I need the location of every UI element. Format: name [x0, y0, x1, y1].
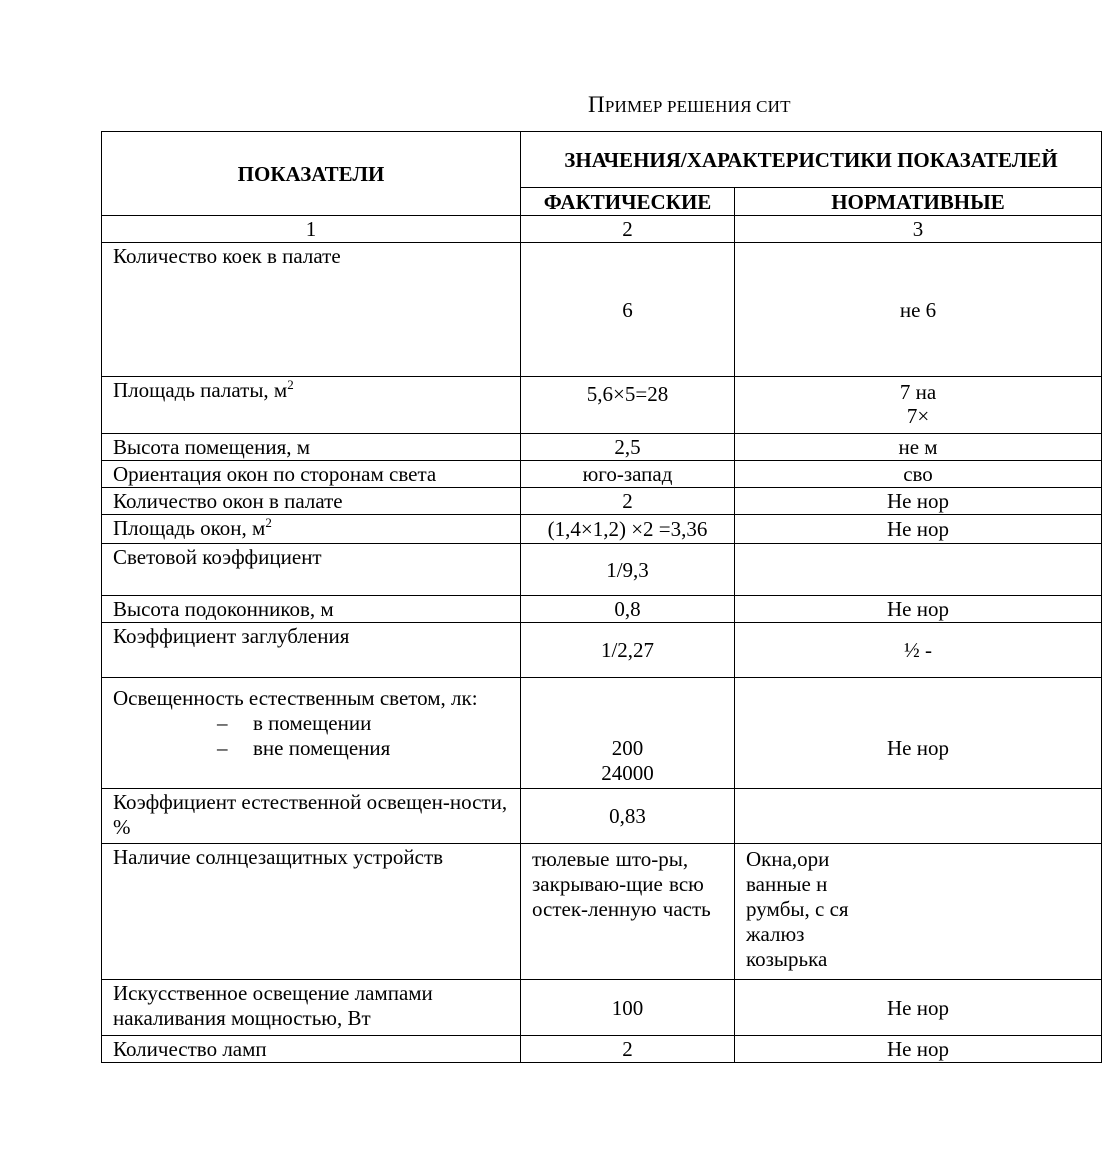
- row-label: Количество ламп: [102, 1036, 521, 1063]
- row-actual: [521, 678, 735, 789]
- row-norm: Не нор: [735, 678, 1102, 789]
- row-actual: 5,6×5=28: [521, 377, 735, 434]
- row-label-superscript: 2: [287, 377, 294, 392]
- row-norm-line: 7 на: [899, 380, 937, 404]
- table-row: [102, 678, 1102, 789]
- table-row: [102, 488, 1102, 515]
- table-row: [102, 544, 1102, 596]
- row-actual: тюлевые што-ры, закрываю-щие всю остек-ленную часть: [521, 844, 735, 980]
- title-rest: РИМЕР РЕШЕНИЯ СИТ: [604, 97, 791, 116]
- header-actual: ФАКТИЧЕСКИЕ: [521, 188, 735, 216]
- table-row: [102, 461, 1102, 488]
- row-actual: 2,5: [521, 434, 735, 461]
- column-numbers-row: [102, 216, 1102, 243]
- row-norm: не 6: [735, 243, 1102, 377]
- table-row: [102, 596, 1102, 623]
- row-label-superscript: 2: [265, 515, 272, 530]
- column-number: 3: [735, 216, 1102, 243]
- row-norm: Не нор: [735, 980, 1102, 1036]
- row-label: [102, 377, 521, 434]
- table-row: [102, 515, 1102, 544]
- row-label-text: Освещенность естественным светом, лк:: [113, 686, 478, 710]
- table-row: [102, 844, 1102, 980]
- row-label: Наличие солнцезащитных устройств: [102, 844, 521, 980]
- header-row: [102, 132, 1102, 188]
- table-row: [102, 623, 1102, 678]
- row-norm: Не нор: [735, 1036, 1102, 1063]
- table-row: [102, 377, 1102, 434]
- row-norm: Не нор: [735, 515, 1102, 544]
- row-actual: 100: [521, 980, 735, 1036]
- row-actual-line: 24000: [601, 761, 654, 785]
- row-actual: 0,8: [521, 596, 735, 623]
- row-label: [102, 678, 521, 789]
- header-values-group: ЗНАЧЕНИЯ/ХАРАКТЕРИСТИКИ ПОКАЗАТЕЛЕЙ: [521, 132, 1102, 188]
- row-label: Ориентация окон по сторонам света: [102, 461, 521, 488]
- row-sub-item: – в помещении: [217, 711, 372, 735]
- table-row: [102, 789, 1102, 844]
- row-norm: [735, 377, 1102, 434]
- row-actual: 1/9,3: [521, 544, 735, 596]
- row-label: Высота подоконников, м: [102, 596, 521, 623]
- row-label: Количество окон в палате: [102, 488, 521, 515]
- row-norm: не м: [735, 434, 1102, 461]
- row-label-text: Площадь окон, м: [113, 516, 266, 540]
- title-initial: П: [588, 92, 605, 117]
- row-label: [102, 515, 521, 544]
- table-row: [102, 1036, 1102, 1063]
- row-actual: 1/2,27: [521, 623, 735, 678]
- row-actual: 6: [521, 243, 735, 377]
- table-row: [102, 434, 1102, 461]
- row-sub-item: – вне помещения: [217, 736, 391, 760]
- table-row: [102, 243, 1102, 377]
- row-norm: [735, 789, 1102, 844]
- header-indicators: ПОКАЗАТЕЛИ: [102, 132, 521, 216]
- row-norm: [735, 544, 1102, 596]
- row-norm: Окна,ори ванные н румбы, с ся жалюз козырька: [735, 844, 1102, 980]
- row-label: Коэффициент естественной освещен-ности, %: [102, 789, 521, 844]
- row-label: Искусственное освещение лампами накаливания мощностью, Вт: [102, 980, 521, 1036]
- indicators-table: [101, 131, 1102, 1063]
- row-actual: (1,4×1,2) ×2 =3,36: [521, 515, 735, 544]
- row-sub-item-text: вне помещения: [253, 736, 391, 760]
- header-normative: НОРМАТИВНЫЕ: [735, 188, 1102, 216]
- row-norm-line: 7×: [906, 404, 930, 428]
- row-norm: ½ -: [735, 623, 1102, 678]
- row-actual: 0,83: [521, 789, 735, 844]
- row-label: Количество коек в палате: [102, 243, 521, 377]
- row-label: Коэффициент заглубления: [102, 623, 521, 678]
- column-number: 2: [521, 216, 735, 243]
- row-actual: 2: [521, 488, 735, 515]
- row-norm: сво: [735, 461, 1102, 488]
- column-number: 1: [102, 216, 521, 243]
- row-label-text: Площадь палаты, м: [113, 378, 288, 402]
- row-label: Высота помещения, м: [102, 434, 521, 461]
- table-row: [102, 980, 1102, 1036]
- row-label: Световой коэффициент: [102, 544, 521, 596]
- row-actual-line: 200: [611, 736, 644, 760]
- row-sub-item-text: в помещении: [253, 711, 372, 735]
- row-actual: 2: [521, 1036, 735, 1063]
- page-title: [588, 92, 791, 118]
- row-norm: Не нор: [735, 596, 1102, 623]
- row-actual: юго-запад: [521, 461, 735, 488]
- row-norm: Не нор: [735, 488, 1102, 515]
